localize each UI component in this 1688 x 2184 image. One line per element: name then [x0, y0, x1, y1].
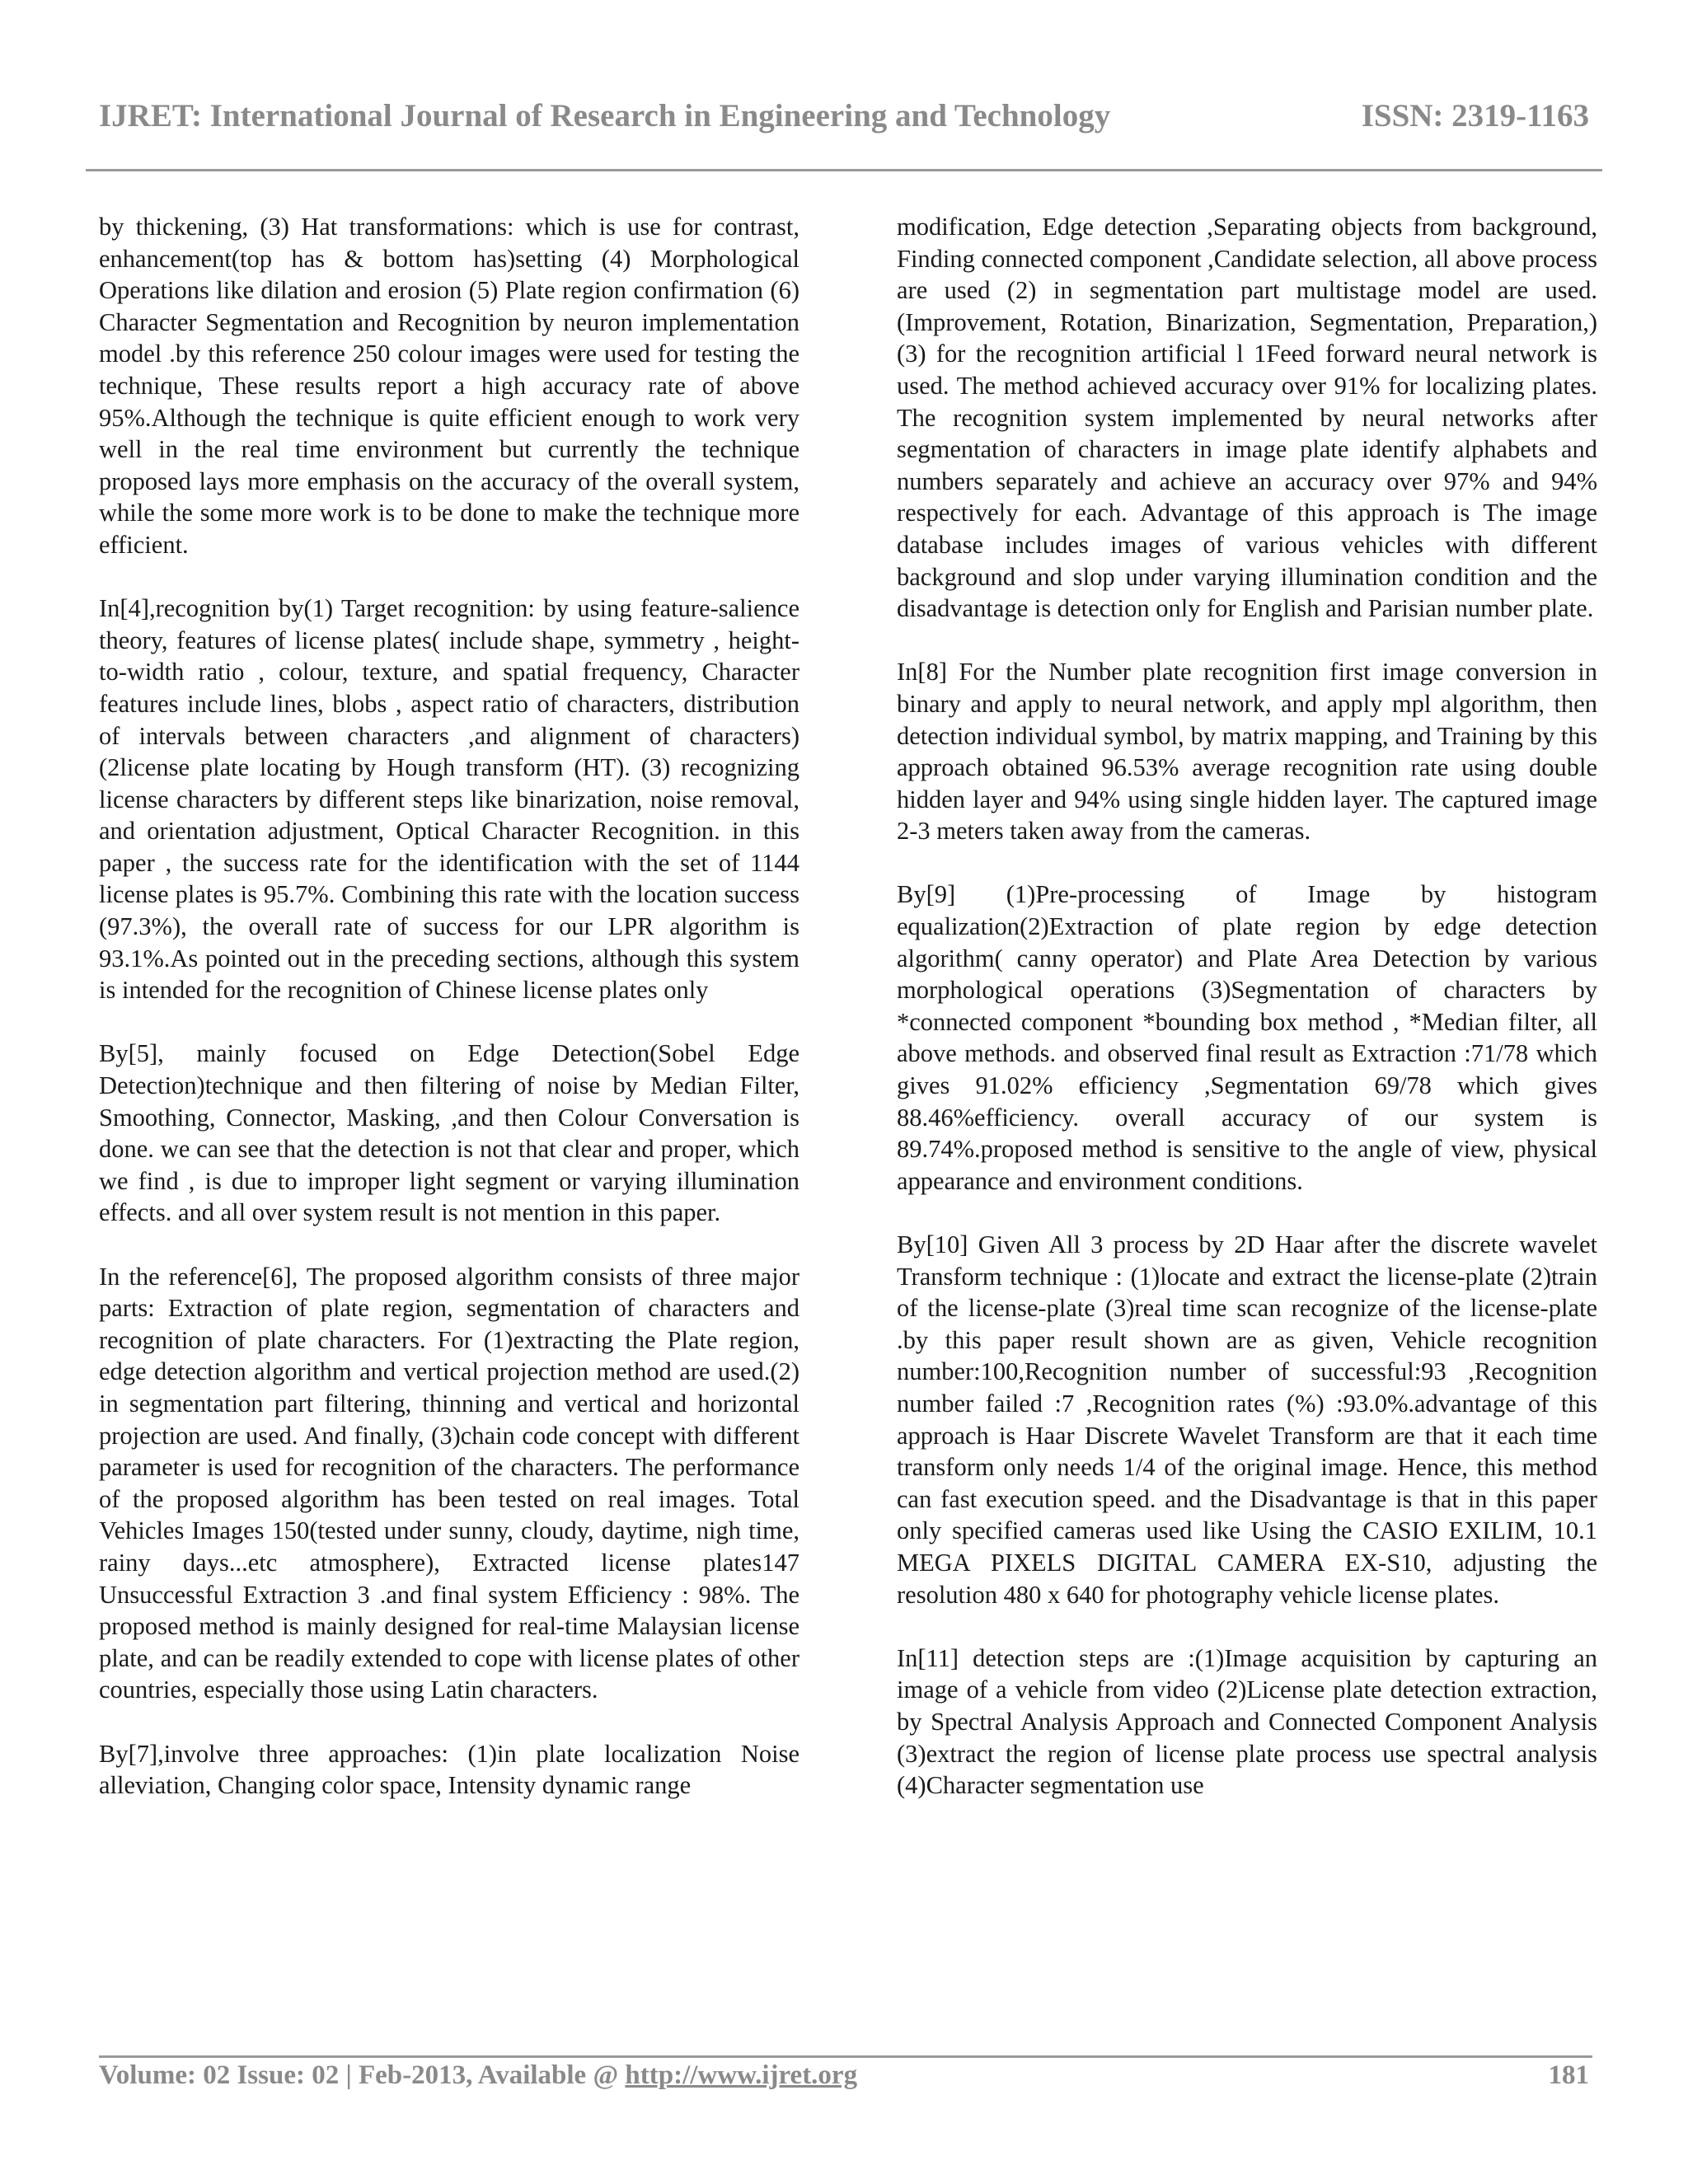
paragraph: In the reference[6], The proposed algorithm consists of three major parts: Extraction of plate region, segmentation of characters and recognition of plate characters. For (1)extracting the Plate region, edge detection algorithm and vertical projection method are used.(2) in segmentation part filtering, thinning and vertical and horizontal projection are used. And finally, (3)chain code concept with different parameter is used for recognition of the characters. The performance of the proposed algorithm has been tested on real images. Total Vehicles Images 150(tested under sunny, cloudy, daytime, nigh time, rainy days...etc atmosphere), Extracted license plates147 Unsuccessful Extraction 3 .and final system Efficiency : 98%. The proposed method is mainly designed for real-time Malaysian license plate, and can be readily extended to cope with license plates of other countries, especially those using Latin characters.: [99, 1262, 799, 1704]
paragraph: In[11] detection steps are :(1)Image acquisition by capturing an image of a vehicle from video (2)License plate detection extraction, by Spectral Analysis Approach and Connected Component Analysis (3)extract the region of license plate process use spectral analysis (4)Character segmentation use: [897, 1643, 1597, 1800]
paragraph: By[10] Given All 3 process by 2D Haar after the discrete wavelet Transform technique : (1)locate and extract the license-plate (2)train of the license-plate (3)real time scan recognize of the license-plate .by this paper result shown are as given, Vehicle recognition number:100,Recognition number of successful:93 ,Recognition number failed :7 ,Recognition rates (%) :93.0%.advantage of this approach is Haar Discrete Wavelet Transform are that it each time transform only needs 1/4 of the original image. Hence, this method can fast execution speed. and the Disadvantage is that in this paper only specified cameras used like Using the CASIO EXILIM, 10.1 MEGA PIXELS DIGITAL CAMERA EX-S10, adjusting the resolution 480 x 640 for photography vehicle license plates.: [897, 1230, 1597, 1609]
journal-title: IJRET: International Journal of Research in Engineering and Technology: [99, 98, 1111, 134]
right-column: [897, 211, 1597, 1802]
footer-volume-text: Volume: 02 Issue: 02 | Feb-2013, Available @: [99, 2060, 626, 2090]
journal-url-link[interactable]: http://www.ijret.org: [625, 2060, 858, 2090]
header-divider: [86, 169, 1602, 171]
paragraph: by thickening, (3) Hat transformations: which is use for contrast, enhancement(top has & bottom has)setting (4) Morphological Operations like dilation and erosion (5) Plate region confirmation (6) Character Segmentation and Recognition by neuron implementation model .by this reference 250 colour images were used for testing the technique, These results report a high accuracy rate of above 95%.Although the technique is quite efficient enough to work very well in the real time environment but currently the technique proposed lays more emphasis on the accuracy of the overall system, while the some more work is to be done to make the technique more efficient.: [99, 213, 799, 559]
page-number: 181: [1548, 2060, 1589, 2090]
paragraph: By[7],involve three approaches: (1)in plate localization Noise alleviation, Changing color space, Intensity dynamic range: [99, 1739, 799, 1800]
paragraph: modification, Edge detection ,Separating objects from background, Finding connected component ,Candidate selection, all above process are used (2) in segmentation part multistage model are used.(Improvement, Rotation, Binarization, Segmentation, Preparation,) (3) for the recognition artificial l 1Feed forward neural network is used. The method achieved accuracy over 91% for localizing plates. The recognition system implemented by neural networks after segmentation of characters in image plate identify alphabets and numbers separately and achieve an accuracy over 97% and 94% respectively for each. Advantage of this approach is The image database includes images of various vehicles with different background and slop under varying illumination condition and the disadvantage is detection only for English and Parisian number plate.: [897, 213, 1597, 623]
left-column: [99, 211, 799, 1802]
issn-label: ISSN: 2319-1163: [1361, 98, 1589, 134]
paragraph: In[4],recognition by(1) Target recognition: by using feature-salience theory, features of license plates( include shape, symmetry , height-to-width ratio , colour, texture, and spatial frequency, Character features include lines, blobs , aspect ratio of characters, distribution of intervals between characters ,and alignment of characters) (2license plate locating by Hough transform (HT). (3) recognizing license characters by different steps like binarization, noise removal, and orientation adjustment, Optical Character Recognition. in this paper , the success rate for the identification with the set of 1144 license plates is 95.7%. Combining this rate with the location success (97.3%), the overall rate of success for our LPR algorithm is 93.1%.As pointed out in the preceding sections, although this system is intended for the recognition of Chinese license plates only: [99, 594, 799, 1005]
paragraph: By[9] (1)Pre-processing of Image by histogram equalization(2)Extraction of plate region by edge detection algorithm( canny operator) and Plate Area Detection by various morphological operations (3)Segmentation of characters by *connected component *bounding box method , *Median filter, all above methods. and observed final result as Extraction :71/78 which gives 91.02% efficiency ,Segmentation 69/78 which gives 88.46%efficiency. overall accuracy of our system is 89.74%.proposed method is sensitive to the angle of view, physical appearance and environment conditions.: [897, 880, 1597, 1195]
footer-divider: [99, 2055, 1592, 2058]
footer-volume-info: [99, 2060, 857, 2091]
paragraph: By[5], mainly focused on Edge Detection(Sobel Edge Detection)technique and then filtering of noise by Median Filter, Smoothing, Connector, Masking, ,and then Colour Conversation is done. we can see that the detection is not that clear and proper, which we find , is due to improper light segment or varying illumination effects. and all over system result is not mention in this paper.: [99, 1039, 799, 1227]
paragraph: In[8] For the Number plate recognition first image conversion in binary and apply to neural network, and apply mpl algorithm, then detection individual symbol, by matrix mapping, and Training by this approach obtained 96.53% average recognition rate using double hidden layer and 94% using single hidden layer. The captured image 2-3 meters taken away from the cameras.: [897, 658, 1597, 846]
